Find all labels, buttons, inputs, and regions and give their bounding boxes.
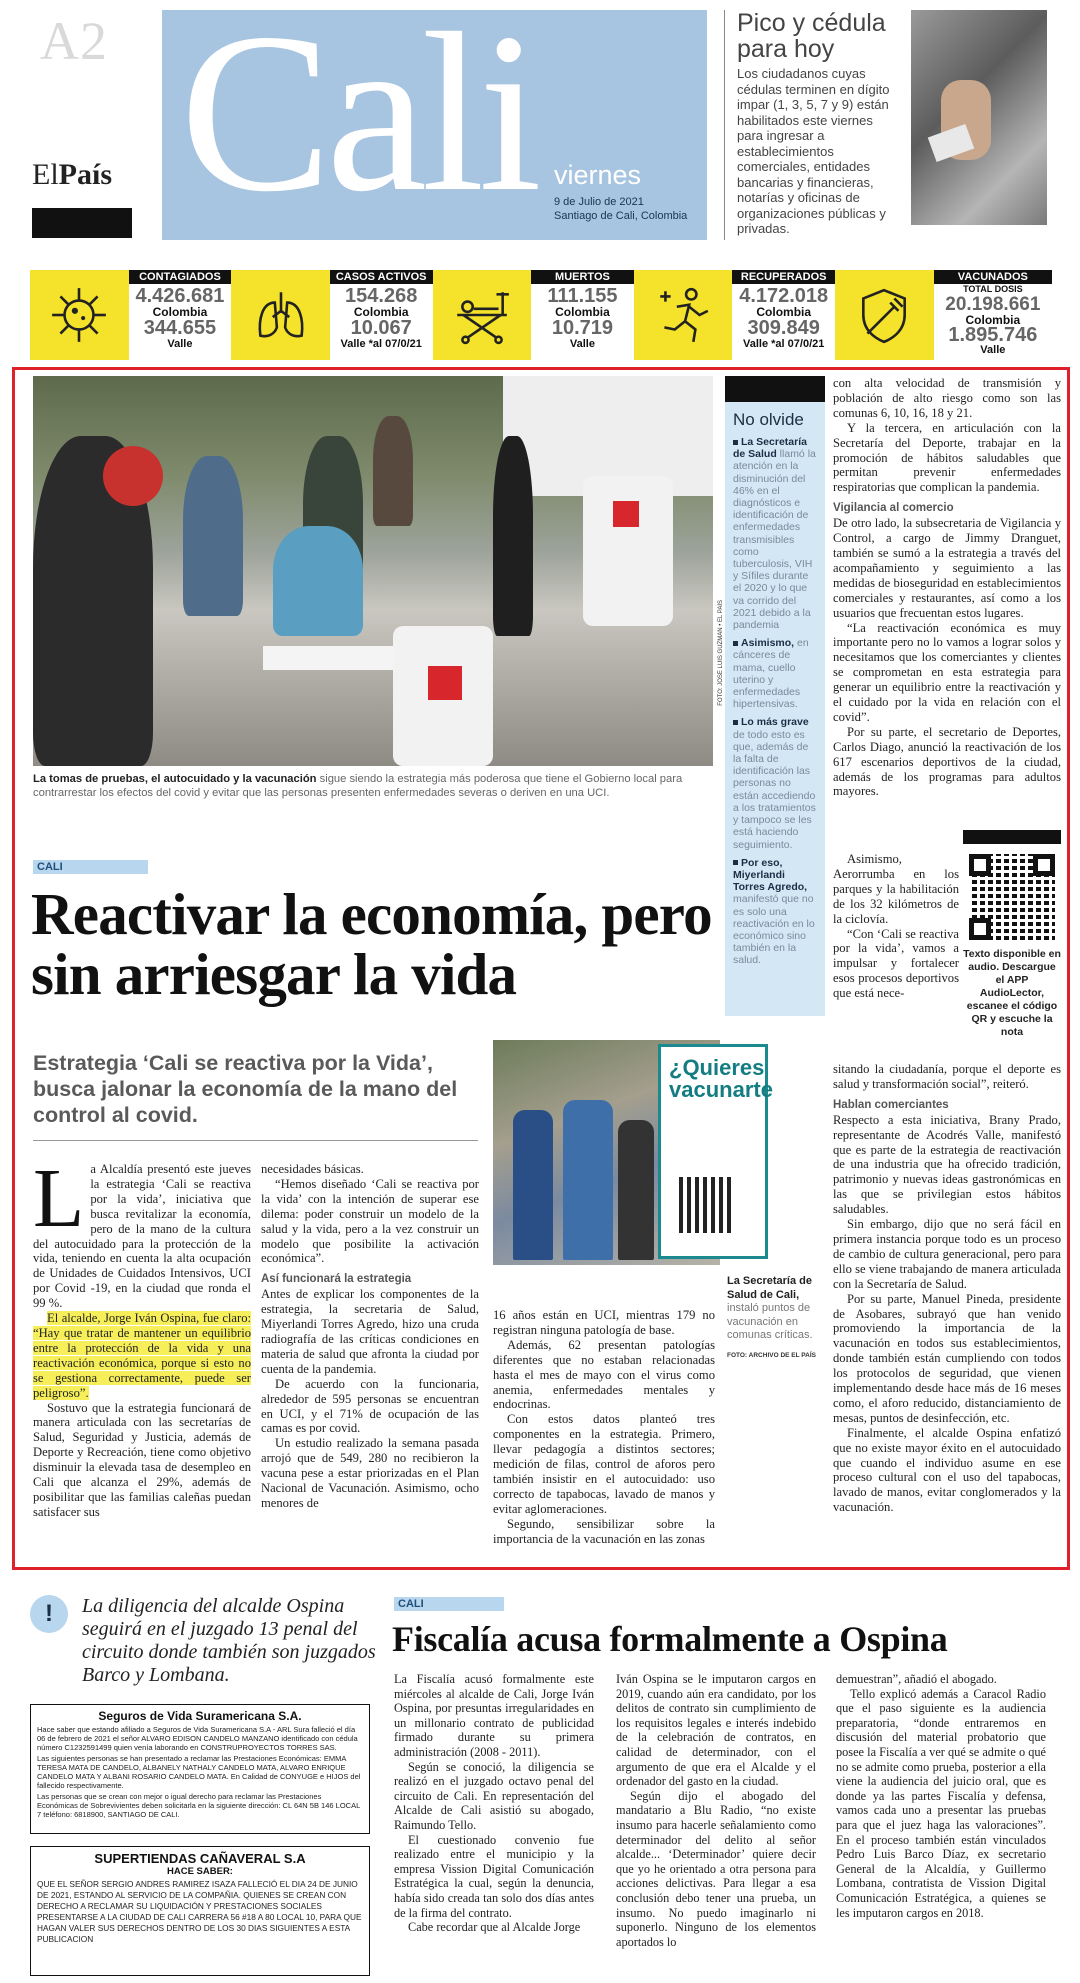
subhead: Hablan comerciantes (833, 1098, 949, 1111)
stat-national-label: Colombia (152, 305, 208, 319)
stat-recuperados (732, 270, 835, 360)
stat-label: CASOS ACTIVOS (330, 270, 433, 284)
virus-icon (30, 270, 129, 360)
page-number: A2 (40, 11, 108, 71)
pico-title: Pico y cédula para hoy (737, 9, 886, 63)
bullet-icon (733, 860, 738, 865)
bullet-icon (733, 641, 738, 646)
article-column-3 (836, 1672, 1046, 1920)
running-person-icon (634, 270, 733, 360)
sidebar-item (733, 857, 819, 967)
logo-el: El (32, 158, 59, 191)
stat-national-label: Colombia (756, 305, 812, 319)
banner-qr-code (679, 1177, 735, 1233)
person-shape (183, 456, 243, 616)
article-column-1 (394, 1672, 594, 1935)
caption-text: instaló puntos de vacunación en comunas críticas. (727, 1302, 813, 1341)
stat-local-label: Valle *al 07/0/21 (340, 338, 422, 350)
stat-national-value: 154.268 (345, 285, 418, 307)
paragraph: Antes de explicar los componentes de la estrategia, la secretaria de Salud, Miyerlandi Torres Agredo, hizo una cruda radiografía de las críticas condiciones en materia de salud que afronta la ciudad por cuenta de la pandemia. (261, 1287, 479, 1376)
qr-bar (963, 830, 1061, 844)
paragraph: Respecto a esta iniciativa, Brany Prado, representante de Acodrés Valle, manifestó que es parte de la estrategia de reactivación de una industria que ha ofrecido tradición, patrimonio y nuevas ideas gastronómicas en las que se privilegian estos hábitos saludables. (833, 1112, 1061, 1217)
notice-paragraph: Las siguientes personas se han presentado a reclamar las Prestaciones Económicas: EMMA TERESA MATA DE CANDELO, ALBANELY NATHALY CANDELO MATA, ALVARO ENRIQUE CANDELO MATA Y ALBANI ROSARIO CANDELO MATA. En Calidad de CONYUGE e HIJOS del fallecido respectivamente. (37, 1754, 361, 1790)
logo-bar (32, 208, 132, 238)
sidebar-bar (725, 376, 825, 402)
masthead-location: Santiago de Cali, Colombia (554, 210, 688, 222)
stat-national-value: 20.198.661 (945, 294, 1041, 315)
qr-finder (1033, 854, 1055, 876)
medical-vest-shape (583, 476, 673, 626)
newspaper-logo (32, 158, 112, 192)
dropcap: L (33, 1152, 85, 1245)
sidebar-item (733, 716, 819, 850)
stat-local-value: 10.067 (350, 317, 412, 339)
paragraph: demuestran”, añadió el abogado. (836, 1672, 997, 1686)
red-cross-shape (428, 666, 462, 700)
article-column-2 (261, 1162, 479, 1511)
stat-national-label: Colombia (353, 305, 409, 319)
stat-label: VACUNADOS (934, 270, 1052, 284)
article-column-4-bottom (833, 1062, 1061, 1515)
pico-y-cedula-box (724, 10, 1052, 240)
sidebar-item-text: manifestó que no es solo una reactivación en lo económico sino también en la salud. (733, 893, 815, 967)
stat-contagiados (129, 270, 232, 360)
masthead-date: 9 de Julio de 2021 (554, 196, 644, 208)
health-worker-shape (273, 526, 363, 636)
qr-code-icon[interactable] (969, 854, 1055, 940)
stat-local-label: Valle (167, 338, 193, 350)
stat-label: RECUPERADOS (732, 270, 835, 284)
stat-national-label: Colombia (965, 313, 1021, 327)
paragraph: Además, 62 presentan patologías diferentes que no estaban relacionadas hasta el mes de mayo con el virus como anemia, enfermedades mentales y endocrinas. (493, 1337, 715, 1412)
stat-local-label: Valle (569, 338, 595, 350)
person-shape (513, 1110, 553, 1260)
article-column-1 (33, 1152, 251, 1520)
no-olvide-sidebar (725, 376, 825, 1016)
article-column-2 (616, 1672, 816, 1949)
article-headline: Fiscalía acusa formalmente a Ospina (392, 1619, 948, 1659)
pico-photo (911, 10, 1047, 225)
notice-paragraph: Hace saber que estando afiliado a Seguros de Vida Suramericana S.A - ARL Sura falleció el día 06 de febrero de 2021 el señor ALVARO EDISON CANDELO MANZANO identificado con cédula número C1232591499 quien venía laborando en CONSTRUPROYECTOS TORRES SAS. (37, 1725, 358, 1752)
photo-credit: FOTO: JOSÉ LUIS GUZMÁN • EL PAÍS (718, 600, 724, 706)
article-column-4-narrow (833, 852, 959, 1001)
section-masthead (162, 0, 707, 240)
vaccination-banner (658, 1044, 773, 1259)
paragraph: con alta velocidad de transmisión y población de alto riesgo como son las comunas 6, 10, 16, 18 y 21. (833, 376, 1061, 420)
stat-local-value: 344.655 (143, 317, 217, 339)
sidebar-item-text: llamó la atención en la disminución del 46% en el diagnósticos e identificación de enfermedades transmisibles como tuberculosis, VIH y Sífiles durante el 2020 y lo que va corrido del 2021 debido a la pandemia (733, 448, 816, 632)
syringe-shield-icon (835, 270, 934, 360)
stat-label: MUERTOS (531, 270, 634, 284)
photo-credit: FOTO: ARCHIVO DE EL PAÍS (727, 1351, 816, 1359)
sidebar-item-bold: La Secretaría de Salud (733, 436, 807, 461)
person-shape (373, 416, 413, 526)
paragraph: Iván Ospina se le imputaron cargos en 2019, cuando aún era candidato, por los delitos de contrato sin cumplimiento de los requisitos legales e interés indebido de la celebración de contratos, en calidad de determinador, con el argumento de que era el Alcalde y el ordenador del gasto en la ciudad. (616, 1672, 816, 1789)
pico-text: Los ciudadanos cuyas cédulas terminen en dígito impar (1, 3, 5, 7 y 9) están habilitados este viernes para ingresar a establecimientos comerciales, entidades bancarias y financieras, notarías y oficinas de organizaciones públicas y privadas. (737, 66, 890, 236)
paragraph: El cuestionado convenio fue realizado entre el municipio y la empresa Vission Digital Comunicación Estratégica la cual, según la denuncia, había sido creada tan solo dos días antes de la firma del contrato. (394, 1832, 594, 1920)
sidebar-item-bold: Asimismo, (741, 637, 795, 650)
paragraph: Sostuvo que la estrategia funcionará de manera articulada con las secretarías de Salud, Seguridad y Justicia, además de Deporte y Recreación, tiene como objetivo disminuir la elevada tasa de desempleo en Cali que alcanza el 29%, además de posibilitar que las familias caleñas puedan satisfacer sus (33, 1400, 251, 1519)
stat-national-value: 4.426.681 (135, 285, 225, 307)
alert-text: La diligencia del alcalde Ospina seguirá en el juzgado 13 penal del circuito donde también son juzgados Barco y Lombana. (82, 1595, 376, 1686)
paragraph: 16 años están en UCI, mientras 179 no registran ninguna patología de base. (493, 1308, 715, 1337)
section-title: Cali (180, 0, 536, 239)
stat-top-label: TOTAL DOSIS (963, 284, 1023, 294)
sidebar-item (733, 436, 819, 631)
paragraph: Y la tercera, en articulación con la Secretaría del Deporte, trabajar en la promoción de hábitos saludables que permitan prevenir enfermedades respiratorias que complican la pandemia. (833, 420, 1061, 495)
paragraph: Asimismo, Aerorrumba en los parques y la habilitación de los 32 kilómetros de la ciclovía. (833, 852, 959, 926)
lungs-icon (231, 270, 330, 360)
article-headline: Reactivar la economía, pero sin arriesgar la vida (31, 881, 712, 1007)
subhead: Vigilancia al comercio (833, 502, 954, 515)
section-tag: CALI (394, 1597, 504, 1611)
paragraph: Finalmente, el alcalde Ospina enfatizó que no existe mayor éxito en el autocuidado que cuando el individuo asume en ese proceso cultural con el uso del tapabocas, lavado de manos, evitar conglomerados y la vacunación. (833, 1425, 1061, 1515)
stat-national-value: 4.172.018 (739, 285, 829, 307)
qr-finder (969, 854, 991, 876)
qr-instructions: Texto disponible en audio. Descargue el APP AudioLector, escanee el código QR y escuche la nota (963, 948, 1061, 1038)
covid-stats-bar (30, 270, 1052, 360)
notice-paragraph: Las personas que se crean con mejor o igual derecho para reclamar las Prestaciones Económicas de Sobrevivientes deben solicitarla en la siguiente dirección: CL 64N 5B 146 LOCAL 7 teléfono: 6818900, SANTIAGO DE CALI. (37, 1792, 360, 1819)
health-worker-shape (563, 1100, 613, 1260)
notice-title: SUPERTIENDAS CAÑAVERAL S.A (94, 1851, 306, 1866)
stat-local-label: Valle (980, 344, 1006, 356)
article-column-3 (493, 1308, 715, 1547)
banner-text: ¿Quieres vacunarte (669, 1055, 773, 1102)
main-article (12, 367, 1070, 1570)
section-tag: CALI (33, 860, 148, 874)
paragraph: Tello explicó además a Caracol Radio que el paso siguiente es la audiencia preparatoria, “donde entraremos en discusión del material probatorio que posee la Fiscalía a ver qué se admite o qué no se admite como prueba, posterior a ella viene la audiencia del juicio oral, que es donde ya las partes Fiscalía y defensa, vamos cada uno a presentar las pruebas para que el juez haga las valoraciones”. En el proceso también están vinculados Pedro Luis Barco Díaz, ex secretario General de la Alcaldía, y Guillermo Lombana, contratista de Vission Digital Comunicación Estratégica, a quienes se les imputaron cargos en 2018. (836, 1686, 1046, 1920)
paragraph: “La reactivación económica es muy importante pero no lo vamos a lograr solos y necesitamos que los comerciantes y clientes se comprometan en esta estrategia para generar un equilibrio entre la reactivación y el cuidado por la vida en relación con el covid”. (833, 620, 1061, 724)
stretcher-icon (433, 270, 532, 360)
sidebar-item-bold: Por eso, Miyerlandi Torres Agredo, (733, 856, 808, 894)
sidebar-item-bold: Lo más grave (741, 716, 809, 729)
masthead-day: viernes (554, 160, 642, 190)
sidebar-title: No olvide (733, 410, 804, 429)
stat-casos-activos (330, 270, 433, 360)
paragraph: De otro lado, la subsecretaria de Vigilancia y Control, a cargo de Jimmy Dranguet, también se sumó a la estrategia a través del acompañamiento y seguimiento a las medidas de bioseguridad en establecimientos comerciales y restaurantes, así como a los usuarios que frecuentan estos lugares. (833, 516, 1061, 620)
paragraph: necesidades básicas. (261, 1162, 364, 1176)
paragraph: sitando la ciudadanía, porque el deporte es salud y transformación social”, reiteró. (833, 1062, 1061, 1091)
article-column-4 (833, 376, 1061, 799)
paragraph: Con estos datos planteó tres componentes en la estrategia. Primero, llevar pedagogía a distintos sectores; medición de filas, control de aforos pero también insistir en el autocuidado: uso correcto de tapabocas, lavado de manos y evitar aglomeraciones. (493, 1412, 715, 1516)
legal-notice-supertiendas (30, 1846, 370, 1976)
paragraph: De acuerdo con la funcionaria, alrededor de 595 personas se encuentran en UCI, y el 71% de ocupación de las camas es por covid. (261, 1376, 479, 1436)
paragraph: Según dijo el abogado del mandatario a Blu Radio, “no existe insumo para hacerle señalamiento como determinador del delito al señor alcalde... ‘Determinador’ quiere decir que yo he orientado a otra persona para acciones delictivas. Para llegar a esa conclusión debo tener una prueba, un insumo. No puedo imaginarlo ni suponerlo. Ninguno de los elementos aportados lo (616, 1788, 816, 1949)
photo-caption (33, 772, 713, 800)
paragraph: Por su parte, Manuel Pineda, presidente de Asobares, subrayó que han venido promoviendo la importancia de la vacunación en todos sus establecimientos, donde también están cumpliendo con todos los protocolos de seguridad, que vienen implementando desde hace más de 16 meses como, el aforo reducido, distanciamiento de mesas, puntos de desinfección, etc. (833, 1291, 1061, 1425)
legal-notice-sura (30, 1704, 370, 1834)
paragraph: “Hemos diseñado ‘Cali se reactiva por la vida’ con la intención de superar ese dilema: poder construir un modelo de la salud y la vida, pero a la vez construir un modelo que posibilite la activación económica”. (261, 1176, 479, 1266)
stat-local-label: Valle *al 07/0/21 (743, 338, 825, 350)
caption-bold: La Secretaría de Salud de Cali, (727, 1275, 812, 1301)
stat-label: CONTAGIADOS (129, 270, 232, 284)
person-shape (618, 1120, 654, 1260)
audio-qr-block (963, 830, 1061, 1039)
qr-finder (969, 918, 991, 940)
article-deck: Estrategia ‘Cali se reactiva por la Vida’, busca jalonar la economía de la mano del control al covid. (33, 1051, 458, 1127)
notice-subtitle: HACE SABER: (167, 1866, 233, 1877)
paragraph: Según se conoció, la diligencia se realizó en el juzgado octavo penal del circuito de Cali. En representación del Alcalde de Cali asistió su abogado, Raimundo Tello. (394, 1759, 594, 1832)
stat-local-value: 309.849 (747, 317, 820, 339)
stat-local-value: 10.719 (551, 317, 614, 339)
stat-national-label: Colombia (555, 305, 610, 319)
caption-bold: La tomas de pruebas, el autocuidado y la vacunación (33, 773, 317, 785)
bullet-icon (733, 440, 738, 445)
paragraph: Sin embargo, dijo que no será fácil en primera instancia porque todo es un proceso de cambio de cultura generacional, pero para ello se viene trabajando de manera articulada con la Secretaría de Salud. (833, 1217, 1061, 1291)
sidebar-item-text: en cánceres de mama, cuello uterino y enfermedades hipertensivas. (733, 637, 809, 711)
paragraph: La Fiscalía acusó formalmente este miércoles al alcalde de Cali, Jorge Iván Ospina, por presuntas irregularidades en un millonario contrato de publicidad firmado durante su primera administración (2008 - 2011). (394, 1672, 594, 1759)
sidebar-item-text: de todo esto es que, además de la falta de identificación las personas no están accediendo a los tratamientos y tampoco se les está haciendo seguimiento. (733, 728, 816, 851)
subhead: Así funcionará la estrategia (261, 1273, 412, 1286)
paragraph: “Con ‘Cali se reactiva por la vida’, vamos a impulsar y fortalecer esos procesos deportivos que está nece- (833, 926, 959, 1001)
exclamation-icon: ! (30, 1595, 68, 1633)
stat-national-value: 111.155 (547, 285, 618, 307)
divider (33, 1140, 478, 1141)
stat-local-value: 1.895.746 (948, 324, 1038, 346)
stat-muertos (531, 270, 634, 360)
paragraph: Un estudio realizado la semana pasada arrojó que de 549, 280 no recibieron la vacuna pese a estar priorizadas en el Plan Nacional de Vacunación. Asimismo, ocho menores de (261, 1436, 479, 1510)
notice-title: Seguros de Vida Suramericana S.A. (98, 1709, 302, 1723)
photo-caption (727, 1275, 832, 1362)
vaccination-point-photo (493, 1040, 773, 1265)
vaccination-photo (33, 376, 713, 766)
red-cross-shape (613, 501, 639, 527)
highlighted-quote: El alcalde, Jorge Iván Ospina, fue claro: “Hay que tratar de mantener un equilibrio entre la protección de la vida y una reactivación económica, porque si esto no se gestiona correctamente, puede ser peligroso”. (33, 1311, 251, 1400)
caption-text: sigue siendo la estrategia más poderosa que tiene el Gobierno local para contrarrestar los efectos del covid y evitar que las personas presenten enfermedades severas o deriven en una UCI. (33, 773, 683, 799)
paragraph: a Alcaldía presentó este jueves la estrategia ‘Cali se reactiva por la vida’, iniciativa que busca revitalizar la economía, pero de la mano de la cultura del autocuidado para la protección de la vida, teniendo en cuenta la alta ocupación de Unidades de Cuidados Intensivos, UCI por Covid -19, en la ciudad que ronda el 99 %. (33, 1162, 251, 1311)
paragraph: Segundo, sensibilizar sobre la importancia de la vacunación en las zonas (493, 1516, 715, 1546)
person-head-shape (103, 446, 163, 506)
stat-vacunados (934, 270, 1052, 360)
paragraph: Cabe recordar que al Alcalde Jorge (408, 1920, 581, 1935)
notice-paragraph: QUE EL SEÑOR SERGIO ANDRES RAMIREZ ISAZA FALLECIÓ EL DIA 24 DE JUNIO DE 2021, ESTANDO AL SERVICIO DE LA COMPAÑIA. QUIENES SE CREAN CON DERECHO A RECLAMAR SU LIQUIDACIÓN Y PRESTACIONES SOCIALES PRESENTARSE A LA CIUDAD DE CALI CARRERA 56 #18 A 80 LOCAL 10, PARA QUE HAGAN VALER SUS DERECHOS DENTRO DE LOS 30 DIAS SIGUIENTES A ESTA PUBLICACION (37, 1879, 362, 1944)
bullet-icon (733, 720, 738, 725)
paragraph: Por su parte, el secretario de Deportes, Carlos Diago, anunció la reactivación de los 617 escenarios deportivos de la ciudad, además de los programas para adultos mayores. (833, 724, 1061, 799)
sidebar-item (733, 637, 819, 710)
logo-pais: País (58, 158, 113, 191)
person-shape (493, 436, 533, 636)
